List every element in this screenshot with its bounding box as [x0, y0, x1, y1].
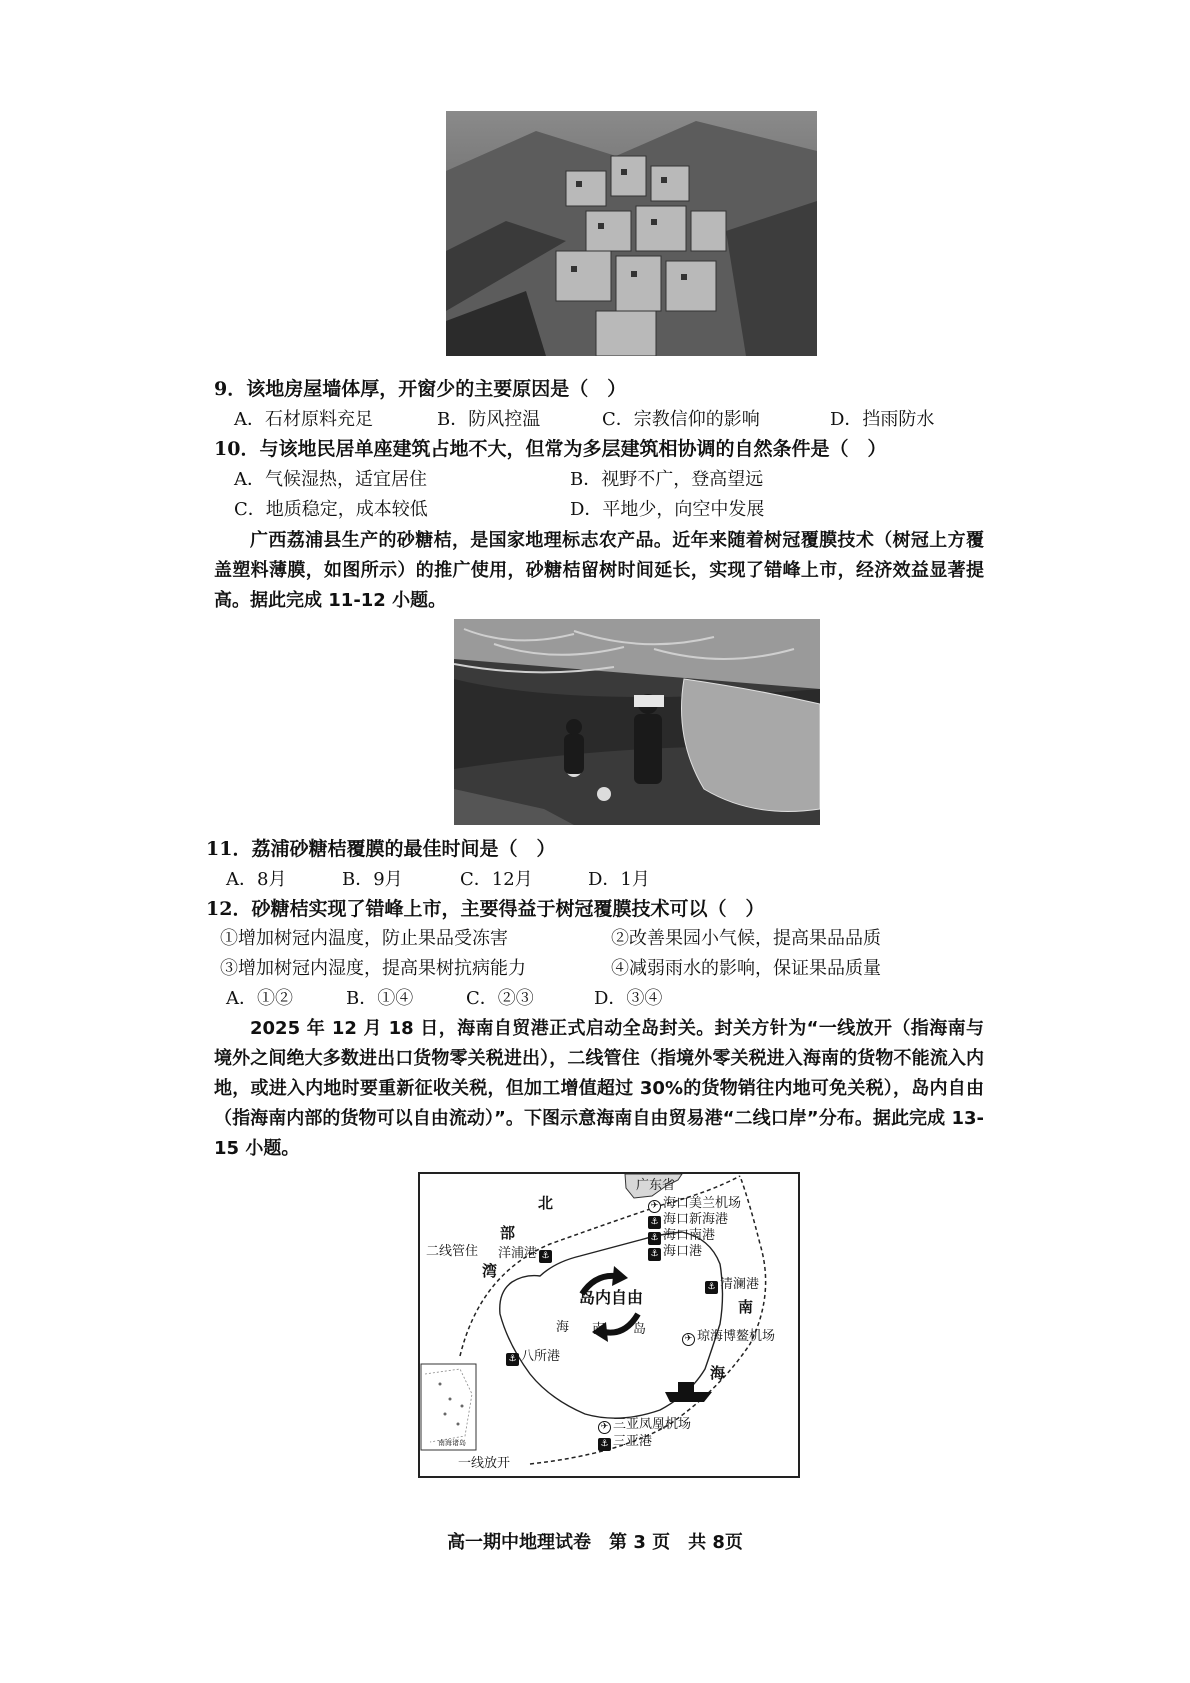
map-label-wan: 湾 — [482, 1262, 498, 1280]
map-label-island-nan: 南 — [592, 1322, 606, 1337]
map-label-guangdong: 广东省 — [636, 1178, 676, 1193]
question-9-option-d: D．挡雨防水 — [830, 409, 935, 430]
anchor-icon: ⚓ — [648, 1232, 661, 1245]
question-12-option-a: A．①② — [226, 988, 293, 1009]
question-11-stem: 11．荔浦砂糖桔覆膜的最佳时间是（ ） — [206, 838, 556, 860]
anchor-icon: ⚓ — [705, 1281, 718, 1294]
map-port-haikou-nan: ⚓ 海口南港 — [648, 1228, 715, 1245]
map-label-inset: 南海诸岛 — [438, 1439, 466, 1447]
question-12-stem: 12．砂糖桔实现了错峰上市，主要得益于树冠覆膜技术可以（ ） — [206, 898, 765, 920]
map-label-erxian: 二线管住 — [426, 1244, 479, 1259]
map-port-qionghai-boao: ✈ 琼海博鳌机场 — [682, 1329, 775, 1346]
map-label-yixian: 一线放开 — [458, 1456, 511, 1471]
question-10-option-d: D．平地少，向空中发展 — [570, 499, 765, 520]
question-9-option-a: A．石材原料充足 — [234, 409, 373, 430]
question-10-option-a: A．气候湿热，适宜居住 — [234, 469, 427, 490]
map-label-island-hai: 海 — [556, 1320, 570, 1335]
map-label-island-dao: 岛 — [633, 1322, 647, 1337]
question-12-item-4: ④减弱雨水的影响，保证果品质量 — [611, 958, 881, 979]
map-label-bu: 部 — [500, 1224, 516, 1242]
page-footer: 高一期中地理试卷 第 3 页 共 8页 — [447, 1532, 743, 1553]
map-port-haikou-xinhai: ⚓ 海口新海港 — [648, 1212, 728, 1229]
map-label-sea-nan: 南 — [738, 1298, 754, 1316]
hainan-port-map — [418, 1172, 800, 1478]
question-11-option-d: D．1月 — [588, 869, 650, 890]
question-12-option-d: D．③④ — [594, 988, 663, 1009]
plane-icon: ✈ — [598, 1421, 611, 1434]
question-12-item-2: ②改善果园小气候，提高果品品质 — [611, 928, 881, 949]
map-port-qinglan: ⚓ 清澜港 — [705, 1277, 759, 1294]
passage-13-15: 2025 年 12 月 18 日，海南自贸港正式启动全岛封关。封关方针为“一线放开（指海南与境外之间绝大多数进出口货物零关税进出），二线管住（指境外零关税进入海南的货物不能流入内地，或进入内地时要重新征收关税，但加工增值超过 30%的货物销往内地可免关税），岛内自由（指海南内部的货物可以自由流动）”。下图示意海南自由贸易港“二线口岸”分布。据此完成 13-15 小题。 — [214, 1018, 984, 1159]
question-9-option-c: C．宗教信仰的影响 — [602, 409, 760, 430]
question-11-option-b: B．9月 — [342, 869, 403, 890]
question-11-option-c: C．12月 — [460, 869, 533, 890]
passage-11-12: 广西荔浦县生产的砂糖桔，是国家地理标志农产品。近年来随着树冠覆膜技术（树冠上方覆盖塑料薄膜，如图所示）的推广使用，砂糖桔留树时间延长，实现了错峰上市，经济效益显著提高。据此完成 11-12 小题。 — [214, 530, 984, 611]
map-port-haikou: ⚓ 海口港 — [648, 1244, 702, 1261]
question-12-item-3: ③增加树冠内湿度，提高果树抗病能力 — [220, 958, 526, 979]
question-9-stem: 9．该地房屋墙体厚，开窗少的主要原因是（ ） — [214, 378, 627, 400]
village-photo — [446, 111, 817, 356]
question-12-item-1: ①增加树冠内温度，防止果品受冻害 — [220, 928, 508, 949]
map-port-haikou-meilan: ✈ 海口美兰机场 — [648, 1196, 741, 1213]
anchor-icon: ⚓ — [539, 1250, 552, 1263]
question-10-option-c: C．地质稳定，成本较低 — [234, 499, 428, 520]
question-10-stem: 10．与该地民居单座建筑占地不大，但常为多层建筑相协调的自然条件是（ ） — [214, 438, 887, 460]
map-port-sanya-phoenix: ✈ 三亚凤凰机场 — [598, 1417, 691, 1434]
anchor-icon: ⚓ — [648, 1248, 661, 1261]
map-port-basuo: ⚓ 八所港 — [506, 1349, 560, 1366]
plane-icon: ✈ — [682, 1333, 695, 1346]
map-port-sanya: ⚓ 三亚港 — [598, 1434, 652, 1451]
question-10-option-b: B．视野不广，登高望远 — [570, 469, 764, 490]
anchor-icon: ⚓ — [598, 1438, 611, 1451]
question-12-option-b: B．①④ — [346, 988, 414, 1009]
anchor-icon: ⚓ — [506, 1353, 519, 1366]
anchor-icon: ⚓ — [648, 1216, 661, 1229]
map-label-center: 岛内自由 — [579, 1288, 644, 1307]
question-11-option-a: A．8月 — [226, 869, 287, 890]
question-9-option-b: B．防风控温 — [437, 409, 541, 430]
ship-icon — [665, 1382, 712, 1402]
map-port-yangpu: 洋浦港 ⚓ — [498, 1246, 554, 1263]
map-label-sea-hai: 海 — [710, 1364, 726, 1382]
map-label-bei: 北 — [538, 1194, 554, 1212]
plane-icon: ✈ — [648, 1200, 661, 1213]
question-12-option-c: C．②③ — [466, 988, 534, 1009]
orchard-film-photo — [454, 619, 820, 825]
